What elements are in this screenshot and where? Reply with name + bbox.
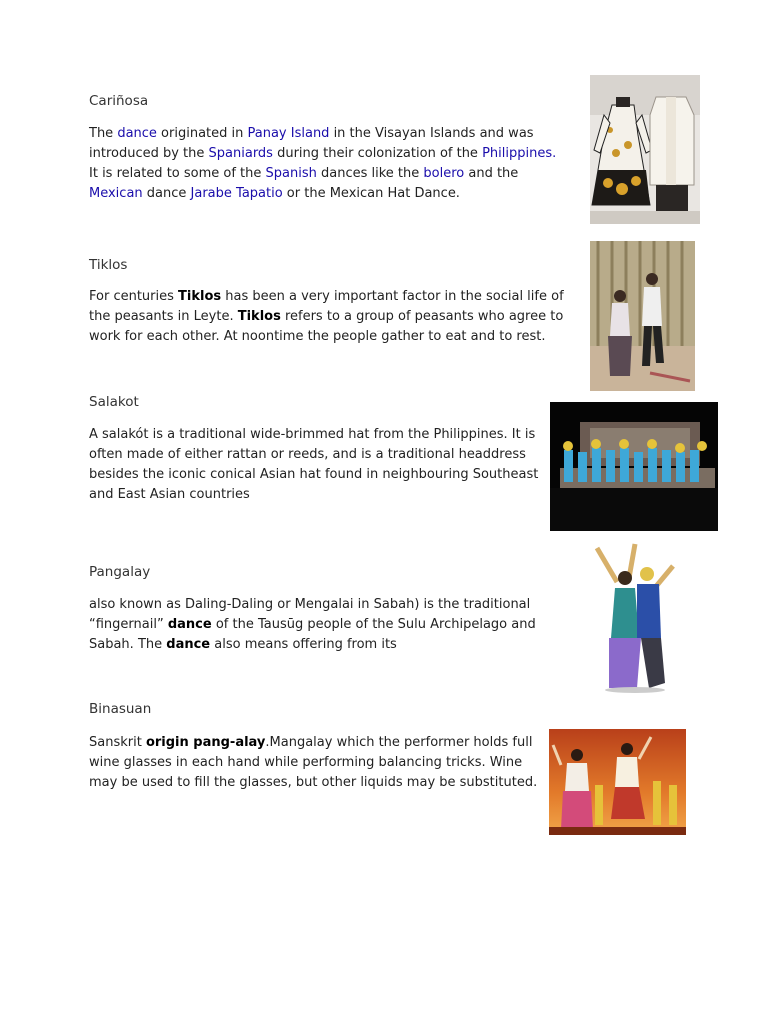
text-run: also known as Daling-Daling or Mengalai in Sabah) is the traditional “fingernail”: [89, 597, 531, 632]
section-text-carinosa: [89, 124, 559, 204]
bold-term: origin pang-alay: [145, 735, 266, 750]
text-run: A salakót is a traditional wide-brimmed hat from the Philippines. It is often made of either rattan or reeds, and is a traditional headdress besides the iconic conical Asian hat found in neighbouring Southeast and East Asian countries: [89, 427, 539, 502]
text-run: or the Mexican Hat Dance.: [282, 186, 460, 201]
text-run: also means offering from its: [210, 637, 397, 652]
binasuan-dancers-photo-icon: [549, 729, 686, 835]
section-text-salakot: [89, 425, 541, 505]
section-heading-pangalay: Pangalay: [89, 564, 151, 580]
bold-term: Tiklos: [178, 289, 222, 304]
text-run: in the Visayan Islands and was introduced by the: [89, 126, 534, 161]
text-run: has been a very important factor in the social life of the peasants in Leyte.: [89, 289, 564, 324]
section-heading-binasuan: Binasuan: [89, 701, 152, 717]
text-run: dance: [142, 186, 191, 201]
text-run: dances like the: [316, 166, 424, 181]
stage-performance-photo-icon: [550, 402, 718, 531]
inline-link[interactable]: Mexican: [89, 186, 143, 201]
text-run: .Mangalay which the performer holds full wine glasses in each hand while performing balancing tricks. Wine may be used to fill the glasses, but other liquids may be substituted.: [89, 735, 538, 790]
section-text-binasuan: [89, 733, 539, 793]
inline-link[interactable]: Jarabe Tapatio: [190, 186, 283, 201]
text-run: The: [89, 126, 118, 141]
section-heading-salakot: Salakot: [89, 394, 139, 410]
dancers-photo-icon: [590, 241, 695, 391]
text-run: refers to a group of peasants who agree to work for each other. At noontime the people gather to eat and to rest.: [89, 309, 564, 344]
section-text-tiklos: [89, 287, 573, 347]
section-heading-tiklos: Tiklos: [89, 257, 128, 273]
text-run: Sanskrit: [89, 735, 146, 750]
text-run: For centuries: [89, 289, 179, 304]
section-heading-carinosa: Cariñosa: [89, 93, 149, 109]
costume-photo-icon: [590, 75, 700, 224]
bold-term: dance: [167, 617, 212, 632]
text-run: during their colonization of the: [272, 146, 483, 161]
section-text-pangalay: [89, 595, 567, 655]
text-run: and the: [464, 166, 519, 181]
bold-term: Tiklos: [237, 309, 281, 324]
text-run: It is related to some of the: [89, 166, 266, 181]
bold-term: dance: [166, 637, 211, 652]
inline-link[interactable]: Philippines.: [482, 146, 557, 161]
inline-link[interactable]: Spaniards: [208, 146, 273, 161]
inline-link[interactable]: Spanish: [265, 166, 317, 181]
inline-link[interactable]: Panay Island: [247, 126, 330, 141]
inline-link[interactable]: dance: [117, 126, 157, 141]
inline-link[interactable]: bolero: [423, 166, 465, 181]
text-run: of the Tausūg people of the Sulu Archipelago and Sabah. The: [89, 617, 536, 652]
pangalay-dancers-photo-icon: [587, 538, 685, 694]
text-run: originated in: [156, 126, 248, 141]
